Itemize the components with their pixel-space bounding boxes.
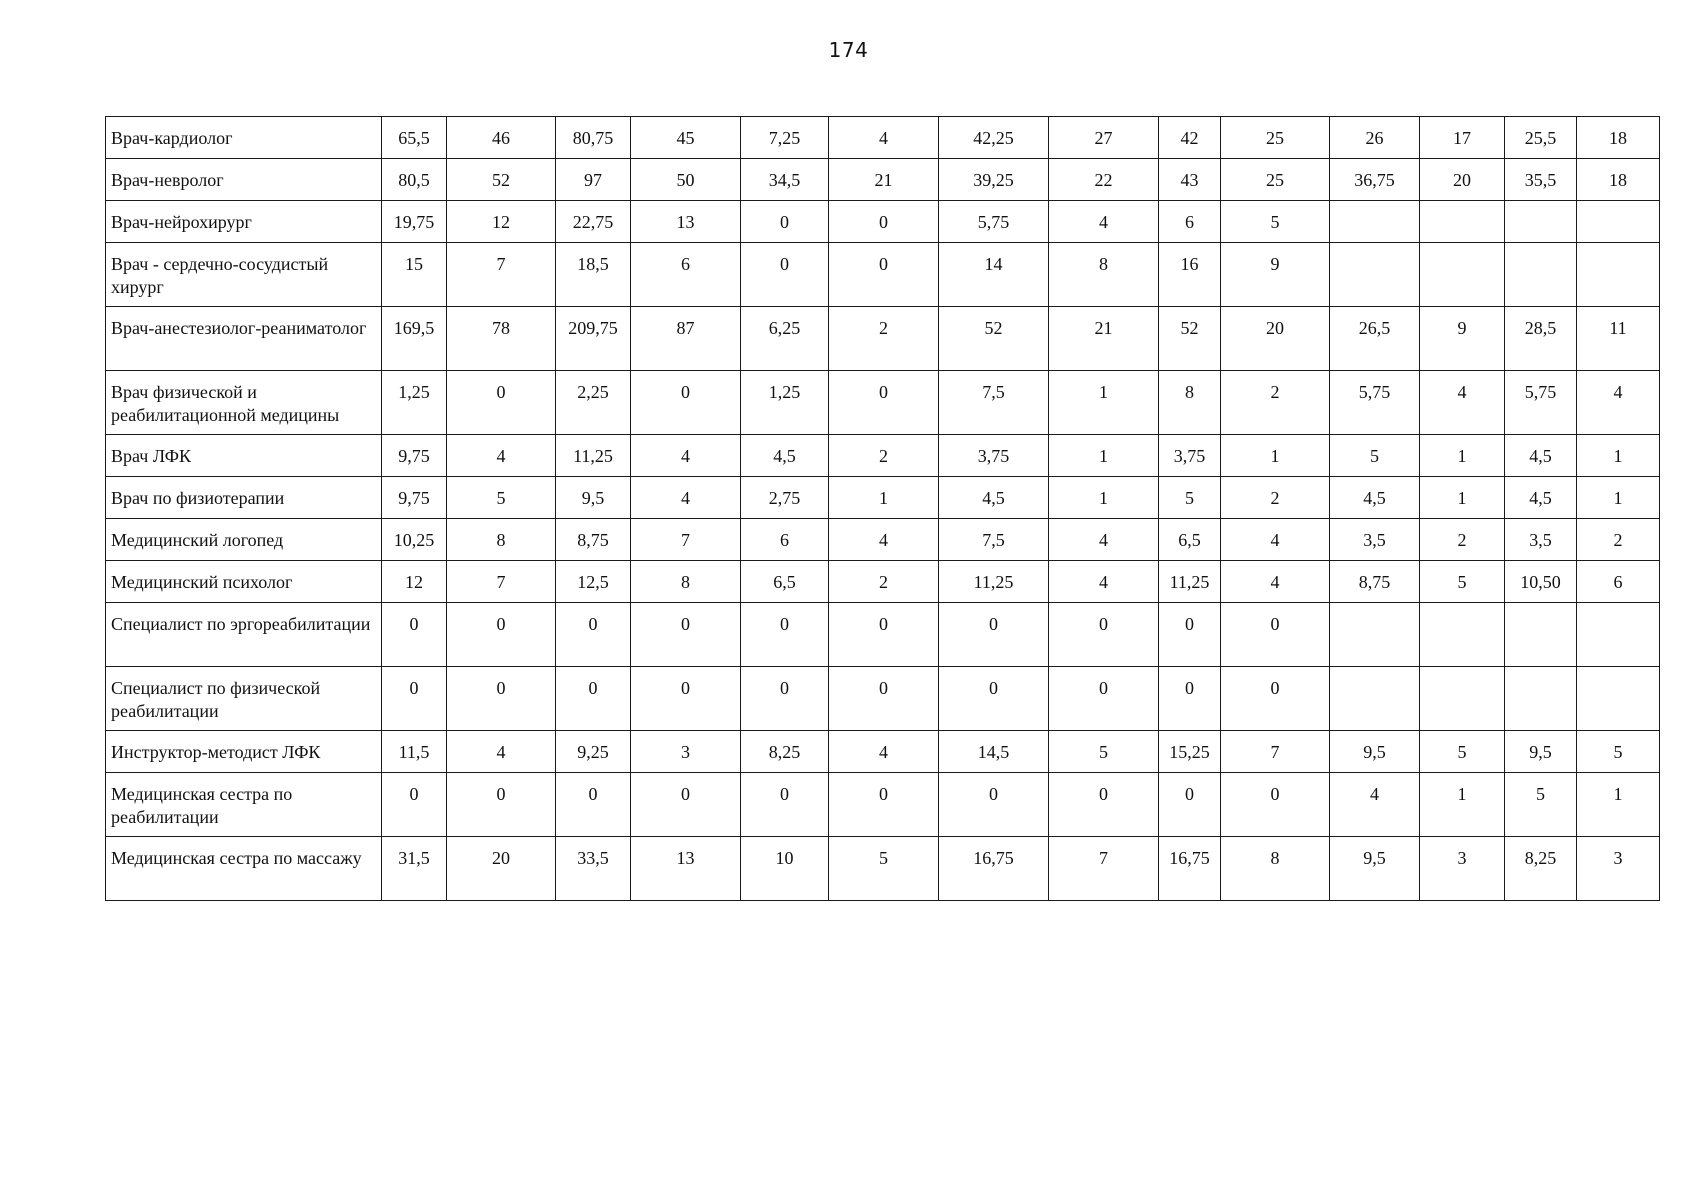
value-cell: 4,5 bbox=[1505, 477, 1577, 519]
value-cell: 5 bbox=[1505, 773, 1577, 837]
value-cell: 3 bbox=[1577, 837, 1660, 901]
value-cell: 1 bbox=[1577, 435, 1660, 477]
value-cell: 6 bbox=[1159, 201, 1221, 243]
value-cell: 0 bbox=[382, 773, 447, 837]
value-cell: 18 bbox=[1577, 117, 1660, 159]
value-cell: 20 bbox=[447, 837, 556, 901]
value-cell: 4,5 bbox=[939, 477, 1049, 519]
value-cell: 5 bbox=[1159, 477, 1221, 519]
value-cell: 7,25 bbox=[741, 117, 829, 159]
value-cell: 4 bbox=[1049, 201, 1159, 243]
value-cell bbox=[1420, 603, 1505, 667]
table-row bbox=[106, 667, 1660, 731]
value-cell bbox=[1330, 667, 1420, 731]
value-cell: 1 bbox=[1577, 773, 1660, 837]
value-cell: 26 bbox=[1330, 117, 1420, 159]
value-cell: 0 bbox=[1159, 603, 1221, 667]
value-cell: 9,75 bbox=[382, 435, 447, 477]
value-cell: 0 bbox=[1221, 603, 1330, 667]
position-cell: Специалист по эргореабилитации bbox=[106, 603, 382, 667]
value-cell bbox=[1577, 603, 1660, 667]
value-cell: 13 bbox=[631, 837, 741, 901]
value-cell: 0 bbox=[631, 773, 741, 837]
position-cell: Врач - сердечно-сосудистый хирург bbox=[106, 243, 382, 307]
table-row bbox=[106, 477, 1660, 519]
value-cell: 0 bbox=[829, 371, 939, 435]
value-cell: 18 bbox=[1577, 159, 1660, 201]
value-cell: 2,25 bbox=[556, 371, 631, 435]
value-cell: 0 bbox=[447, 371, 556, 435]
position-cell: Врач-невролог bbox=[106, 159, 382, 201]
value-cell: 3,75 bbox=[939, 435, 1049, 477]
value-cell: 4 bbox=[631, 435, 741, 477]
value-cell: 9,5 bbox=[556, 477, 631, 519]
value-cell: 17 bbox=[1420, 117, 1505, 159]
value-cell: 10 bbox=[741, 837, 829, 901]
value-cell: 8 bbox=[447, 519, 556, 561]
value-cell: 28,5 bbox=[1505, 307, 1577, 371]
value-cell: 0 bbox=[631, 371, 741, 435]
value-cell: 13 bbox=[631, 201, 741, 243]
value-cell: 0 bbox=[1221, 773, 1330, 837]
table-row bbox=[106, 435, 1660, 477]
value-cell: 6 bbox=[1577, 561, 1660, 603]
value-cell: 21 bbox=[829, 159, 939, 201]
value-cell bbox=[1420, 201, 1505, 243]
value-cell: 0 bbox=[447, 667, 556, 731]
value-cell: 1 bbox=[1420, 477, 1505, 519]
value-cell: 10,50 bbox=[1505, 561, 1577, 603]
value-cell: 14 bbox=[939, 243, 1049, 307]
value-cell bbox=[1330, 201, 1420, 243]
table-row bbox=[106, 243, 1660, 307]
value-cell: 9,75 bbox=[382, 477, 447, 519]
value-cell: 1 bbox=[1049, 371, 1159, 435]
value-cell: 6,25 bbox=[741, 307, 829, 371]
value-cell: 0 bbox=[741, 201, 829, 243]
value-cell: 16,75 bbox=[939, 837, 1049, 901]
value-cell: 5,75 bbox=[1505, 371, 1577, 435]
table-row bbox=[106, 773, 1660, 837]
value-cell: 46 bbox=[447, 117, 556, 159]
value-cell: 8 bbox=[1159, 371, 1221, 435]
value-cell: 0 bbox=[1049, 773, 1159, 837]
position-cell: Медицинский психолог bbox=[106, 561, 382, 603]
value-cell bbox=[1505, 667, 1577, 731]
value-cell: 9,5 bbox=[1330, 837, 1420, 901]
value-cell: 5 bbox=[1420, 731, 1505, 773]
value-cell: 0 bbox=[382, 667, 447, 731]
value-cell: 16 bbox=[1159, 243, 1221, 307]
value-cell: 34,5 bbox=[741, 159, 829, 201]
value-cell: 7,5 bbox=[939, 371, 1049, 435]
value-cell: 0 bbox=[1159, 773, 1221, 837]
table-row bbox=[106, 201, 1660, 243]
position-cell: Врач-анестезиолог-реаниматолог bbox=[106, 307, 382, 371]
value-cell: 25 bbox=[1221, 159, 1330, 201]
value-cell: 0 bbox=[447, 603, 556, 667]
position-cell: Врач-кардиолог bbox=[106, 117, 382, 159]
value-cell: 31,5 bbox=[382, 837, 447, 901]
value-cell: 39,25 bbox=[939, 159, 1049, 201]
table-row bbox=[106, 371, 1660, 435]
value-cell: 20 bbox=[1221, 307, 1330, 371]
value-cell: 1 bbox=[1577, 477, 1660, 519]
value-cell: 1 bbox=[1420, 435, 1505, 477]
value-cell: 22,75 bbox=[556, 201, 631, 243]
value-cell: 2,75 bbox=[741, 477, 829, 519]
value-cell: 1,25 bbox=[382, 371, 447, 435]
value-cell bbox=[1330, 243, 1420, 307]
value-cell: 8 bbox=[1049, 243, 1159, 307]
value-cell bbox=[1577, 667, 1660, 731]
value-cell: 0 bbox=[631, 603, 741, 667]
value-cell: 0 bbox=[556, 603, 631, 667]
value-cell: 5,75 bbox=[1330, 371, 1420, 435]
value-cell: 4 bbox=[829, 731, 939, 773]
value-cell: 5 bbox=[447, 477, 556, 519]
value-cell: 7,5 bbox=[939, 519, 1049, 561]
table-row bbox=[106, 731, 1660, 773]
value-cell: 4 bbox=[447, 731, 556, 773]
value-cell: 8,75 bbox=[556, 519, 631, 561]
position-cell: Врач ЛФК bbox=[106, 435, 382, 477]
value-cell: 6 bbox=[631, 243, 741, 307]
value-cell: 2 bbox=[1420, 519, 1505, 561]
value-cell: 5 bbox=[829, 837, 939, 901]
value-cell bbox=[1330, 603, 1420, 667]
position-cell: Медицинская сестра по массажу bbox=[106, 837, 382, 901]
value-cell: 11,25 bbox=[939, 561, 1049, 603]
value-cell: 1 bbox=[829, 477, 939, 519]
value-cell: 4,5 bbox=[741, 435, 829, 477]
value-cell: 25 bbox=[1221, 117, 1330, 159]
value-cell: 7 bbox=[1049, 837, 1159, 901]
value-cell: 1,25 bbox=[741, 371, 829, 435]
position-cell: Врач физической и реабилитационной медицины bbox=[106, 371, 382, 435]
value-cell: 0 bbox=[382, 603, 447, 667]
value-cell: 6,5 bbox=[1159, 519, 1221, 561]
value-cell: 8,25 bbox=[741, 731, 829, 773]
value-cell: 3 bbox=[631, 731, 741, 773]
value-cell: 3,75 bbox=[1159, 435, 1221, 477]
value-cell bbox=[1420, 667, 1505, 731]
value-cell: 26,5 bbox=[1330, 307, 1420, 371]
value-cell: 52 bbox=[939, 307, 1049, 371]
value-cell: 8,25 bbox=[1505, 837, 1577, 901]
value-cell: 0 bbox=[829, 773, 939, 837]
value-cell: 43 bbox=[1159, 159, 1221, 201]
value-cell: 0 bbox=[1049, 603, 1159, 667]
value-cell: 0 bbox=[1159, 667, 1221, 731]
table-row bbox=[106, 159, 1660, 201]
value-cell: 0 bbox=[829, 667, 939, 731]
value-cell: 4 bbox=[447, 435, 556, 477]
value-cell bbox=[1505, 201, 1577, 243]
value-cell: 2 bbox=[829, 435, 939, 477]
value-cell bbox=[1420, 243, 1505, 307]
position-cell: Специалист по физической реабилитации bbox=[106, 667, 382, 731]
value-cell: 42 bbox=[1159, 117, 1221, 159]
value-cell: 3,5 bbox=[1330, 519, 1420, 561]
value-cell: 50 bbox=[631, 159, 741, 201]
value-cell: 5 bbox=[1577, 731, 1660, 773]
value-cell: 52 bbox=[1159, 307, 1221, 371]
value-cell: 36,75 bbox=[1330, 159, 1420, 201]
value-cell: 4 bbox=[829, 117, 939, 159]
value-cell: 8 bbox=[1221, 837, 1330, 901]
value-cell: 0 bbox=[939, 773, 1049, 837]
value-cell: 5 bbox=[1221, 201, 1330, 243]
value-cell: 20 bbox=[1420, 159, 1505, 201]
value-cell: 169,5 bbox=[382, 307, 447, 371]
value-cell: 80,5 bbox=[382, 159, 447, 201]
value-cell: 9,5 bbox=[1330, 731, 1420, 773]
value-cell: 3,5 bbox=[1505, 519, 1577, 561]
value-cell: 27 bbox=[1049, 117, 1159, 159]
value-cell: 1 bbox=[1420, 773, 1505, 837]
value-cell: 0 bbox=[741, 773, 829, 837]
position-cell: Инструктор-методист ЛФК bbox=[106, 731, 382, 773]
value-cell: 0 bbox=[556, 667, 631, 731]
value-cell: 1 bbox=[1049, 477, 1159, 519]
value-cell: 4 bbox=[1049, 561, 1159, 603]
table-row bbox=[106, 837, 1660, 901]
table-row bbox=[106, 307, 1660, 371]
value-cell: 2 bbox=[829, 307, 939, 371]
value-cell: 6,5 bbox=[741, 561, 829, 603]
value-cell: 0 bbox=[829, 201, 939, 243]
value-cell: 0 bbox=[829, 603, 939, 667]
value-cell: 6 bbox=[741, 519, 829, 561]
value-cell: 16,75 bbox=[1159, 837, 1221, 901]
value-cell: 0 bbox=[631, 667, 741, 731]
value-cell: 9,5 bbox=[1505, 731, 1577, 773]
value-cell: 8 bbox=[631, 561, 741, 603]
value-cell: 5 bbox=[1420, 561, 1505, 603]
value-cell: 4 bbox=[1330, 773, 1420, 837]
value-cell: 9,25 bbox=[556, 731, 631, 773]
value-cell: 7 bbox=[447, 243, 556, 307]
value-cell: 9 bbox=[1420, 307, 1505, 371]
value-cell: 0 bbox=[829, 243, 939, 307]
table-row bbox=[106, 519, 1660, 561]
value-cell: 209,75 bbox=[556, 307, 631, 371]
value-cell: 33,5 bbox=[556, 837, 631, 901]
position-cell: Врач по физиотерапии bbox=[106, 477, 382, 519]
value-cell: 0 bbox=[741, 667, 829, 731]
value-cell: 7 bbox=[631, 519, 741, 561]
value-cell: 19,75 bbox=[382, 201, 447, 243]
value-cell: 0 bbox=[939, 603, 1049, 667]
value-cell: 14,5 bbox=[939, 731, 1049, 773]
value-cell: 5,75 bbox=[939, 201, 1049, 243]
value-cell: 2 bbox=[1577, 519, 1660, 561]
table-row bbox=[106, 603, 1660, 667]
value-cell: 7 bbox=[1221, 731, 1330, 773]
value-cell: 3 bbox=[1420, 837, 1505, 901]
value-cell: 4 bbox=[1049, 519, 1159, 561]
value-cell bbox=[1577, 201, 1660, 243]
value-cell: 4 bbox=[1577, 371, 1660, 435]
value-cell: 5 bbox=[1049, 731, 1159, 773]
value-cell bbox=[1505, 243, 1577, 307]
value-cell: 4 bbox=[829, 519, 939, 561]
value-cell: 12 bbox=[447, 201, 556, 243]
value-cell: 12 bbox=[382, 561, 447, 603]
value-cell: 97 bbox=[556, 159, 631, 201]
value-cell: 2 bbox=[1221, 371, 1330, 435]
page-number: 174 bbox=[828, 38, 869, 62]
value-cell: 0 bbox=[1049, 667, 1159, 731]
value-cell: 87 bbox=[631, 307, 741, 371]
value-cell: 11,25 bbox=[1159, 561, 1221, 603]
value-cell: 10,25 bbox=[382, 519, 447, 561]
value-cell: 0 bbox=[741, 603, 829, 667]
value-cell: 11,25 bbox=[556, 435, 631, 477]
value-cell: 0 bbox=[741, 243, 829, 307]
value-cell: 15 bbox=[382, 243, 447, 307]
value-cell: 78 bbox=[447, 307, 556, 371]
value-cell: 22 bbox=[1049, 159, 1159, 201]
value-cell bbox=[1577, 243, 1660, 307]
value-cell: 0 bbox=[447, 773, 556, 837]
table-row bbox=[106, 561, 1660, 603]
staffing-table bbox=[105, 116, 1660, 901]
value-cell: 4,5 bbox=[1330, 477, 1420, 519]
value-cell: 2 bbox=[1221, 477, 1330, 519]
value-cell: 45 bbox=[631, 117, 741, 159]
value-cell: 11 bbox=[1577, 307, 1660, 371]
value-cell: 8,75 bbox=[1330, 561, 1420, 603]
value-cell: 4 bbox=[1420, 371, 1505, 435]
value-cell: 0 bbox=[1221, 667, 1330, 731]
value-cell: 7 bbox=[447, 561, 556, 603]
value-cell: 1 bbox=[1049, 435, 1159, 477]
value-cell: 4,5 bbox=[1505, 435, 1577, 477]
value-cell: 1 bbox=[1221, 435, 1330, 477]
value-cell: 0 bbox=[556, 773, 631, 837]
value-cell: 12,5 bbox=[556, 561, 631, 603]
value-cell: 2 bbox=[829, 561, 939, 603]
position-cell: Медицинский логопед bbox=[106, 519, 382, 561]
value-cell: 52 bbox=[447, 159, 556, 201]
value-cell: 35,5 bbox=[1505, 159, 1577, 201]
position-cell: Медицинская сестра по реабилитации bbox=[106, 773, 382, 837]
value-cell: 5 bbox=[1330, 435, 1420, 477]
value-cell: 9 bbox=[1221, 243, 1330, 307]
staffing-table-body bbox=[106, 117, 1660, 901]
value-cell: 4 bbox=[1221, 519, 1330, 561]
table-row bbox=[106, 117, 1660, 159]
value-cell: 4 bbox=[1221, 561, 1330, 603]
value-cell: 42,25 bbox=[939, 117, 1049, 159]
value-cell: 25,5 bbox=[1505, 117, 1577, 159]
value-cell bbox=[1505, 603, 1577, 667]
position-cell: Врач-нейрохирург bbox=[106, 201, 382, 243]
value-cell: 4 bbox=[631, 477, 741, 519]
value-cell: 80,75 bbox=[556, 117, 631, 159]
value-cell: 18,5 bbox=[556, 243, 631, 307]
value-cell: 0 bbox=[939, 667, 1049, 731]
value-cell: 65,5 bbox=[382, 117, 447, 159]
value-cell: 11,5 bbox=[382, 731, 447, 773]
value-cell: 15,25 bbox=[1159, 731, 1221, 773]
value-cell: 21 bbox=[1049, 307, 1159, 371]
